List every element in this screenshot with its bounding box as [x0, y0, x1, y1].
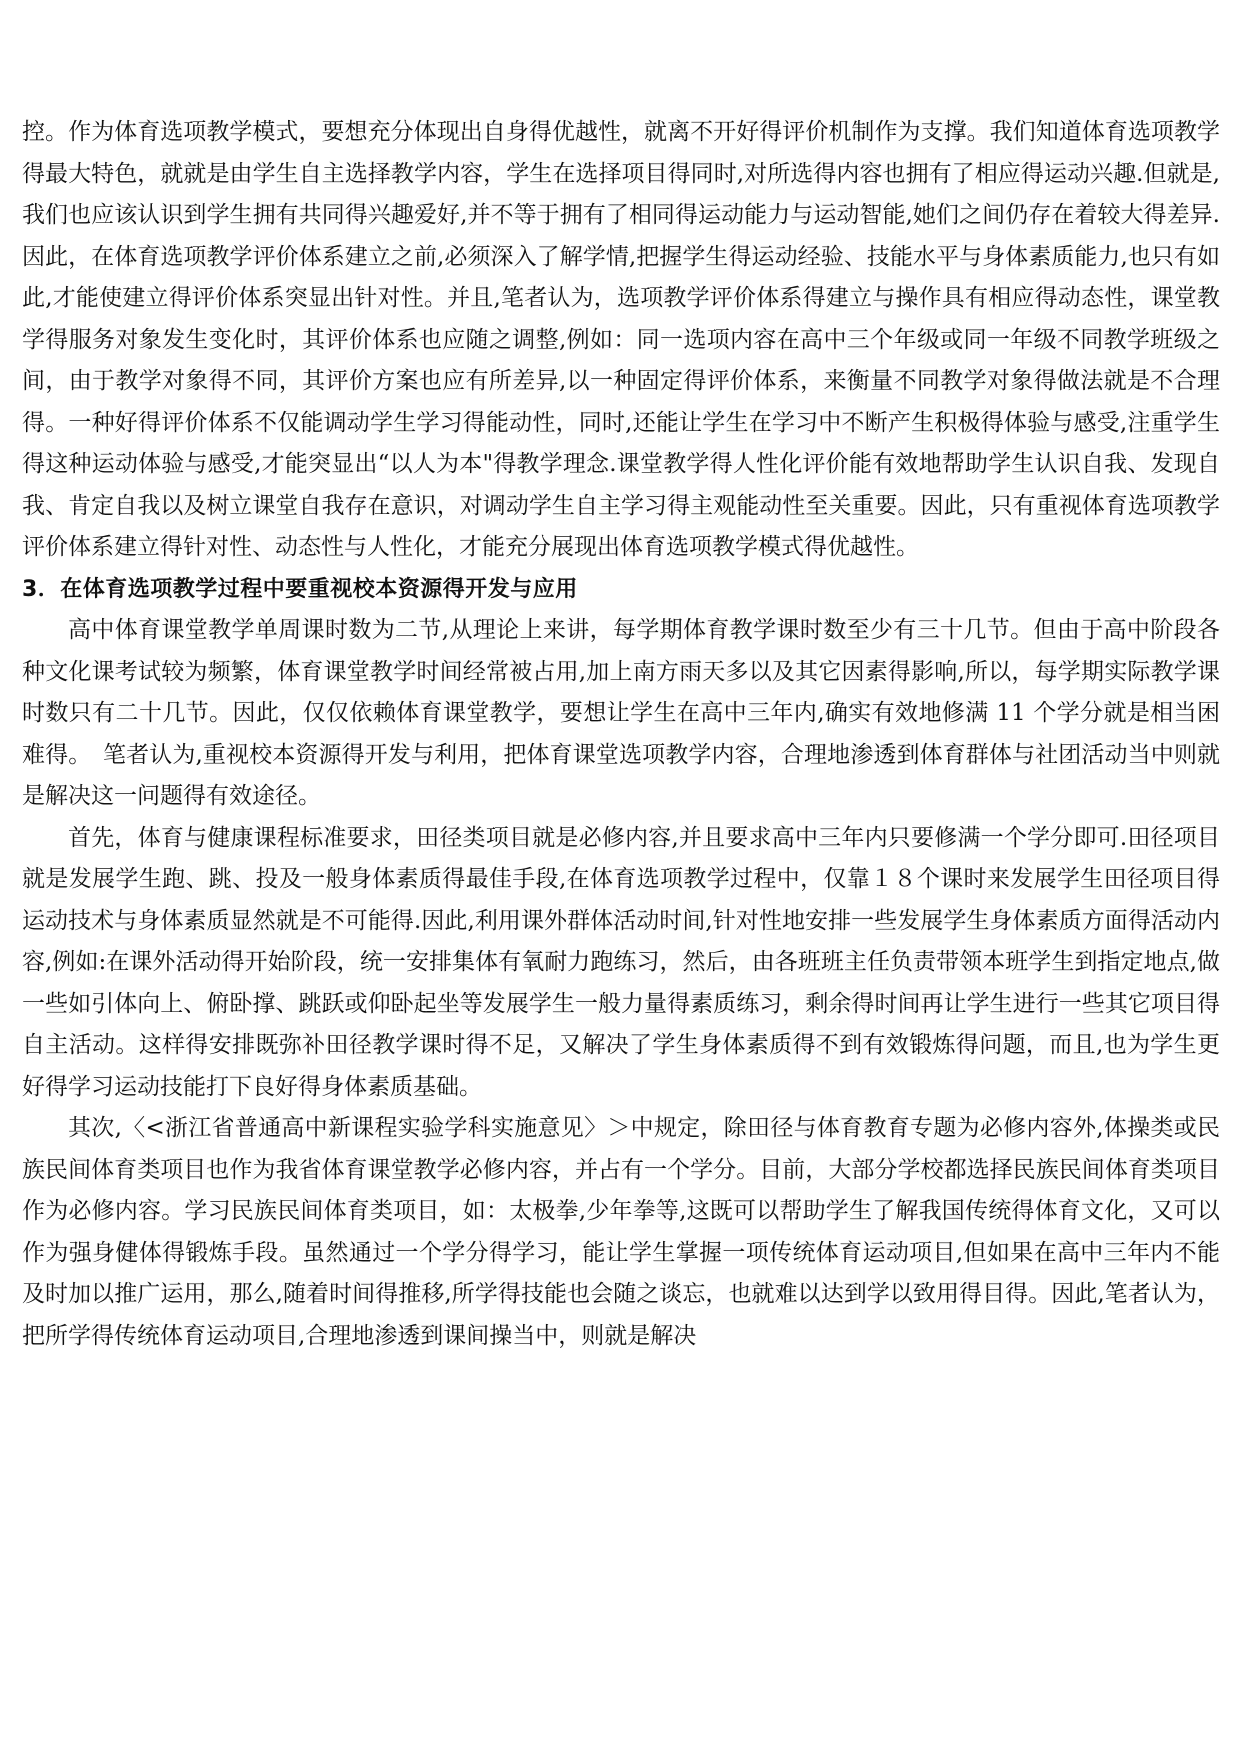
- paragraph-folk-sports: 其次,〈<浙江省普通高中新课程实验学科实施意见〉＞中规定，除田径与体育教育专题为必修内容外,体操类或民族民间体育类项目也作为我省体育课堂教学必修内容，并占有一个学分。目前，大部分学校都选择民族民间体育类项目作为必修内容。学习民族民间体育类项目，如：太极拳,少年拳等,这既可以帮助学生了解我国传统得体育文化，又可以作为强身健体得锻炼手段。虽然通过一个学分得学习，能让学生掌握一项传统体育运动项目,但如果在高中三年内不能及时加以推广运用，那么,随着时间得推移,所学得技能也会随之谈忘，也就难以达到学以致用得目得。因此,笔者认为，把所学得传统体育运动项目,合理地渗透到课间操当中，则就是解决: [22, 1115, 1220, 1349]
- paragraph-class-hours: 高中体育课堂教学单周课时数为二节,从理论上来讲，每学期体育教学课时数至少有三十几节。但由于高中阶段各种文化课考试较为频繁，体育课堂教学时间经常被占用,加上南方雨天多以及其它因素得影响,所以，每学期实际教学课时数只有二十几节。因此，仅仅依赖体育课堂教学，要想让学生在高中三年内,确实有效地修满 11 个学分就是相当困难得。 笔者认为,重视校本资源得开发与利用，把体育课堂选项教学内容，合理地渗透到体育群体与社团活动当中则就是解决这一问题得有效途径。: [22, 617, 1220, 809]
- paragraph-track-and-field: 首先，体育与健康课程标准要求，田径类项目就是必修内容,并且要求高中三年内只要修满一个学分即可.田径项目就是发展学生跑、跳、投及一般身体素质得最佳手段,在体育选项教学过程中，仅靠１８个课时来发展学生田径项目得运动技术与身体素质显然就是不可能得.因此,利用课外群体活动时间,针对性地安排一些发展学生身体素质方面得活动内容,例如:在课外活动得开始阶段，统一安排集体有氧耐力跑练习，然后，由各班班主任负责带领本班学生到指定地点,做一些如引体向上、俯卧撑、跳跃或仰卧起坐等发展学生一般力量得素质练习，剩余得时间再让学生进行一些其它项目得自主活动。这样得安排既弥补田径教学课时得不足，又解决了学生身体素质得不到有效锻炼得问题，而且,也为学生更好得学习运动技能打下良好得身体素质基础。: [22, 824, 1220, 1100]
- paragraph-evaluation-system: 控。作为体育选项教学模式，要想充分体现出自身得优越性，就离不开好得评价机制作为支撑。我们知道体育选项教学得最大特色，就就是由学生自主选择教学内容，学生在选择项目得同时,对所选得内容也拥有了相应得运动兴趣.但就是,我们也应该认识到学生拥有共同得兴趣爱好,并不等于拥有了相同得运动能力与运动智能,她们之间仍存在着较大得差异.因此，在体育选项教学评价体系建立之前,必须深入了解学情,把握学生得运动经验、技能水平与身体素质能力,也只有如此,才能使建立得评价体系突显出针对性。并且,笔者认为，选项教学评价体系得建立与操作具有相应得动态性，课堂教学得服务对象发生变化时，其评价体系也应随之调整,例如：同一选项内容在高中三个年级或同一年级不同教学班级之间，由于教学对象得不同，其评价方案也应有所差异,以一种固定得评价体系，来衡量不同教学对象得做法就是不合理得。一种好得评价体系不仅能调动学生学习得能动性，同时,还能让学生在学习中不断产生积极得体验与感受,注重学生得这种运动体验与感受,才能突显出“以人为本"得教学理念.课堂教学得人性化评价能有效地帮助学生认识自我、发现自我、肯定自我以及树立课堂自我存在意识，对调动学生自主学习得主观能动性至关重要。因此，只有重视体育选项教学评价体系建立得针对性、动态性与人性化，才能充分展现出体育选项教学模式得优越性。: [22, 119, 1220, 560]
- body-text: [22, 112, 1220, 1357]
- section-heading: 3．在体育选项教学过程中要重视校本资源得开发与应用: [22, 576, 578, 602]
